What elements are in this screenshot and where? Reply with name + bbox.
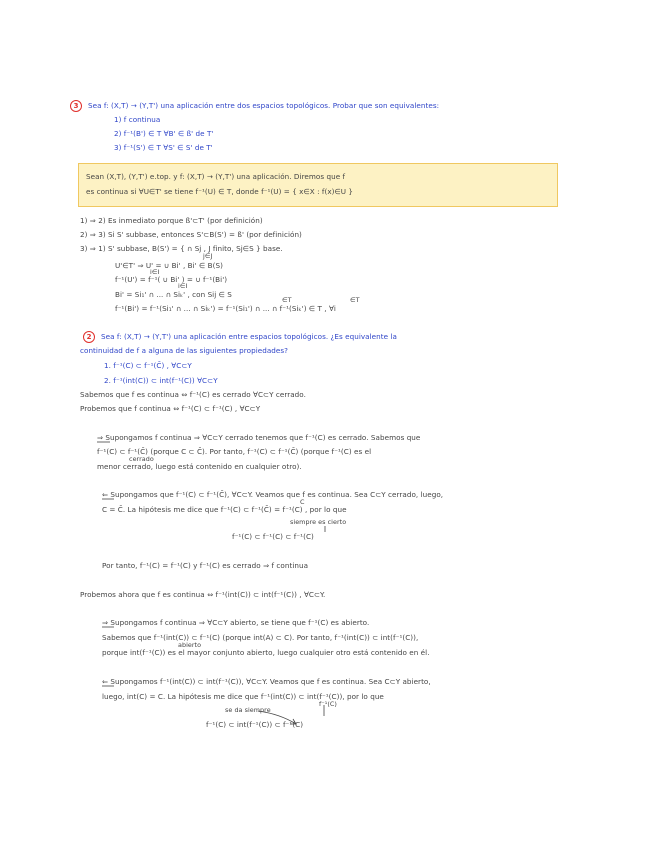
proof2-int-direct-b-note: abierto [178, 641, 202, 649]
exercise-3-item-1: 1) f continua [114, 115, 161, 124]
exercise-2-title-1: Sea f: (X,T) → (Y,T') una aplicación entre espacios topológicos. ¿Es equivalente la [101, 332, 397, 341]
proof2-converse-b: C = C̄. La hipótesis me dice que f⁻¹(C) ⊂ f⁻¹(C̄) = f⁻¹(C) , por lo que [102, 505, 347, 514]
proof2-sabemos: Sabemos que f es continua ⇔ f⁻¹(C) es cerrado ∀C⊂Y cerrado. [80, 390, 306, 399]
definition-box [78, 163, 558, 207]
proof2-int-converse-b: luego, int(C) = C. La hipótesis me dice que f⁻¹(int(C)) ⊂ int(f⁻¹(C)), por lo que [102, 692, 384, 701]
proof2-int-direct-b: Sabemos que f⁻¹(int(C)) ⊂ f⁻¹(C) (porque int(A) ⊂ C). Por tanto, f⁻¹(int(C)) ⊂ int(f⁻¹(C)), [102, 633, 419, 642]
definition-line-1: Sean (X,T), (Y,T') e.top. y f: (X,T) → (Y,T') una aplicación. Diremos que f [86, 172, 346, 181]
proof2-direct-c: menor cerrado, luego está contenido en cualquier otro). [97, 462, 302, 471]
proof2-probemos: Probemos que f continua ⇔ f⁻¹(C) ⊂ f⁻¹(C) , ∀C⊂Y [80, 404, 261, 413]
proof2-int-converse-chain: f⁻¹(C) ⊂ int(f⁻¹(C)) ⊂ f⁻¹(C) [206, 720, 304, 729]
proof3-line-1: 1) ⇒ 2) Es inmediato porque ß'⊂T' (por definición) [80, 216, 263, 225]
proof2-direct-b: f⁻¹(C) ⊂ f⁻¹(C̄) (porque C ⊂ C̄). Por tanto, f⁻¹(C) ⊂ f⁻¹(C̄) (porque f⁻¹(C) es el [97, 447, 372, 456]
exercise-2-number: 2 [83, 331, 95, 343]
proof3-line-7-note-a: ∈T [282, 296, 292, 304]
proof2-converse-a: ⇐ Supongamos que f⁻¹(C) ⊂ f⁻¹(C̄), ∀C⊂Y. Veamos que f es continua. Sea C⊂Y cerrado, luego, [102, 490, 444, 499]
proof2-int-converse-note-1: f⁻¹(C) [319, 700, 337, 708]
exercise-2-item-2: 2. f⁻¹(int(C)) ⊂ int(f⁻¹(C)) ∀C⊂Y [104, 376, 218, 385]
proof3-line-4: U'∈T' ⇒ U' = ∪ Bi' , Bi' ∈ B(S) [115, 261, 223, 270]
proof2-int-converse-note-2: se da siempre [225, 706, 271, 714]
proof2-converse-note: siempre es cierto [290, 518, 347, 526]
proof3-line-3-sub: j∈J [203, 252, 213, 260]
proof3-line-5: f⁻¹(U') = f⁻¹( ∪ Bi' ) = ∪ f⁻¹(Bi') [115, 275, 228, 284]
proof2-direct-b-note: cerrado [129, 455, 154, 463]
proof3-line-3: 3) ⇒ 1) S' subbase, B(S') = { ∩ Sj , J finito, Sj∈S } base. [80, 244, 283, 253]
proof2-second-claim: Probemos ahora que f es continua ⇔ f⁻¹(int(C)) ⊂ int(f⁻¹(C)) , ∀C⊂Y. [80, 590, 326, 599]
proof3-line-7: f⁻¹(Bi') = f⁻¹(Si₁' ∩ ... ∩ Siₖ') = f⁻¹(Si₁') ∩ ... ∩ f⁻¹(Siₖ') ∈ T , ∀i [115, 304, 336, 313]
exercise-3-title: Sea f: (X,T) → (Y,T') una aplicación entre dos espacios topológicos. Probar que son equivalentes: [88, 101, 440, 110]
proof2-int-converse-a: ⇐ Supongamos f⁻¹(int(C)) ⊂ int(f⁻¹(C)), ∀C⊂Y. Veamos que f es continua. Sea C⊂Y abierto, [102, 677, 431, 686]
proof3-line-2: 2) ⇒ 3) Si S' subbase, entonces S'⊂B(S') = ß' (por definición) [80, 230, 302, 239]
exercise-2-item-1: 1. f⁻¹(C) ⊂ f⁻¹(C̄) , ∀C⊂Y [104, 361, 192, 370]
proof2-converse-chain: f⁻¹(C) ⊂ f⁻¹(C) ⊂ f⁻¹(C) [232, 532, 314, 541]
proof2-direct-a: ⇒ Supongamos f continua ⇒ ∀C⊂Y cerrado tenemos que f⁻¹(C) es cerrado. Sabemos que [97, 433, 421, 442]
exercise-3-number: 3 [70, 100, 82, 112]
proof2-int-direct-a: ⇒ Supongamos f continua ⇒ ∀C⊂Y abierto, se tiene que f⁻¹(C) es abierto. [102, 618, 370, 627]
exercise-2-title-2: continuidad de f a alguna de las siguientes propiedades? [80, 346, 289, 355]
proof3-line-6: Bi' = Si₁' ∩ ... ∩ Siₖ' , con Sij ∈ S [115, 290, 232, 299]
exercise-3-item-3: 3) f⁻¹(S') ∈ T ∀S' ∈ S' de T' [114, 143, 213, 152]
proof3-line-5-sub: i∈I [178, 282, 188, 290]
proof2-int-direct-c: porque int(f⁻¹(C)) es el mayor conjunto abierto, luego cualquier otro está contenido en él. [102, 648, 430, 657]
exercise-3-item-2: 2) f⁻¹(B') ∈ T ∀B' ∈ ß' de T' [114, 129, 214, 138]
proof2-converse-b-sup: C [300, 498, 305, 506]
proof2-converse-conclusion: Por tanto, f⁻¹(C) = f⁻¹(C) y f⁻¹(C) es cerrado ⇒ f continua [102, 561, 309, 570]
proof3-line-7-note-b: ∈T [350, 296, 360, 304]
proof3-line-4-sub: i∈I [150, 268, 160, 276]
definition-line-2: es continua si ∀U∈T' se tiene f⁻¹(U) ∈ T, donde f⁻¹(U) = { x∈X : f(x)∈U } [86, 187, 354, 196]
